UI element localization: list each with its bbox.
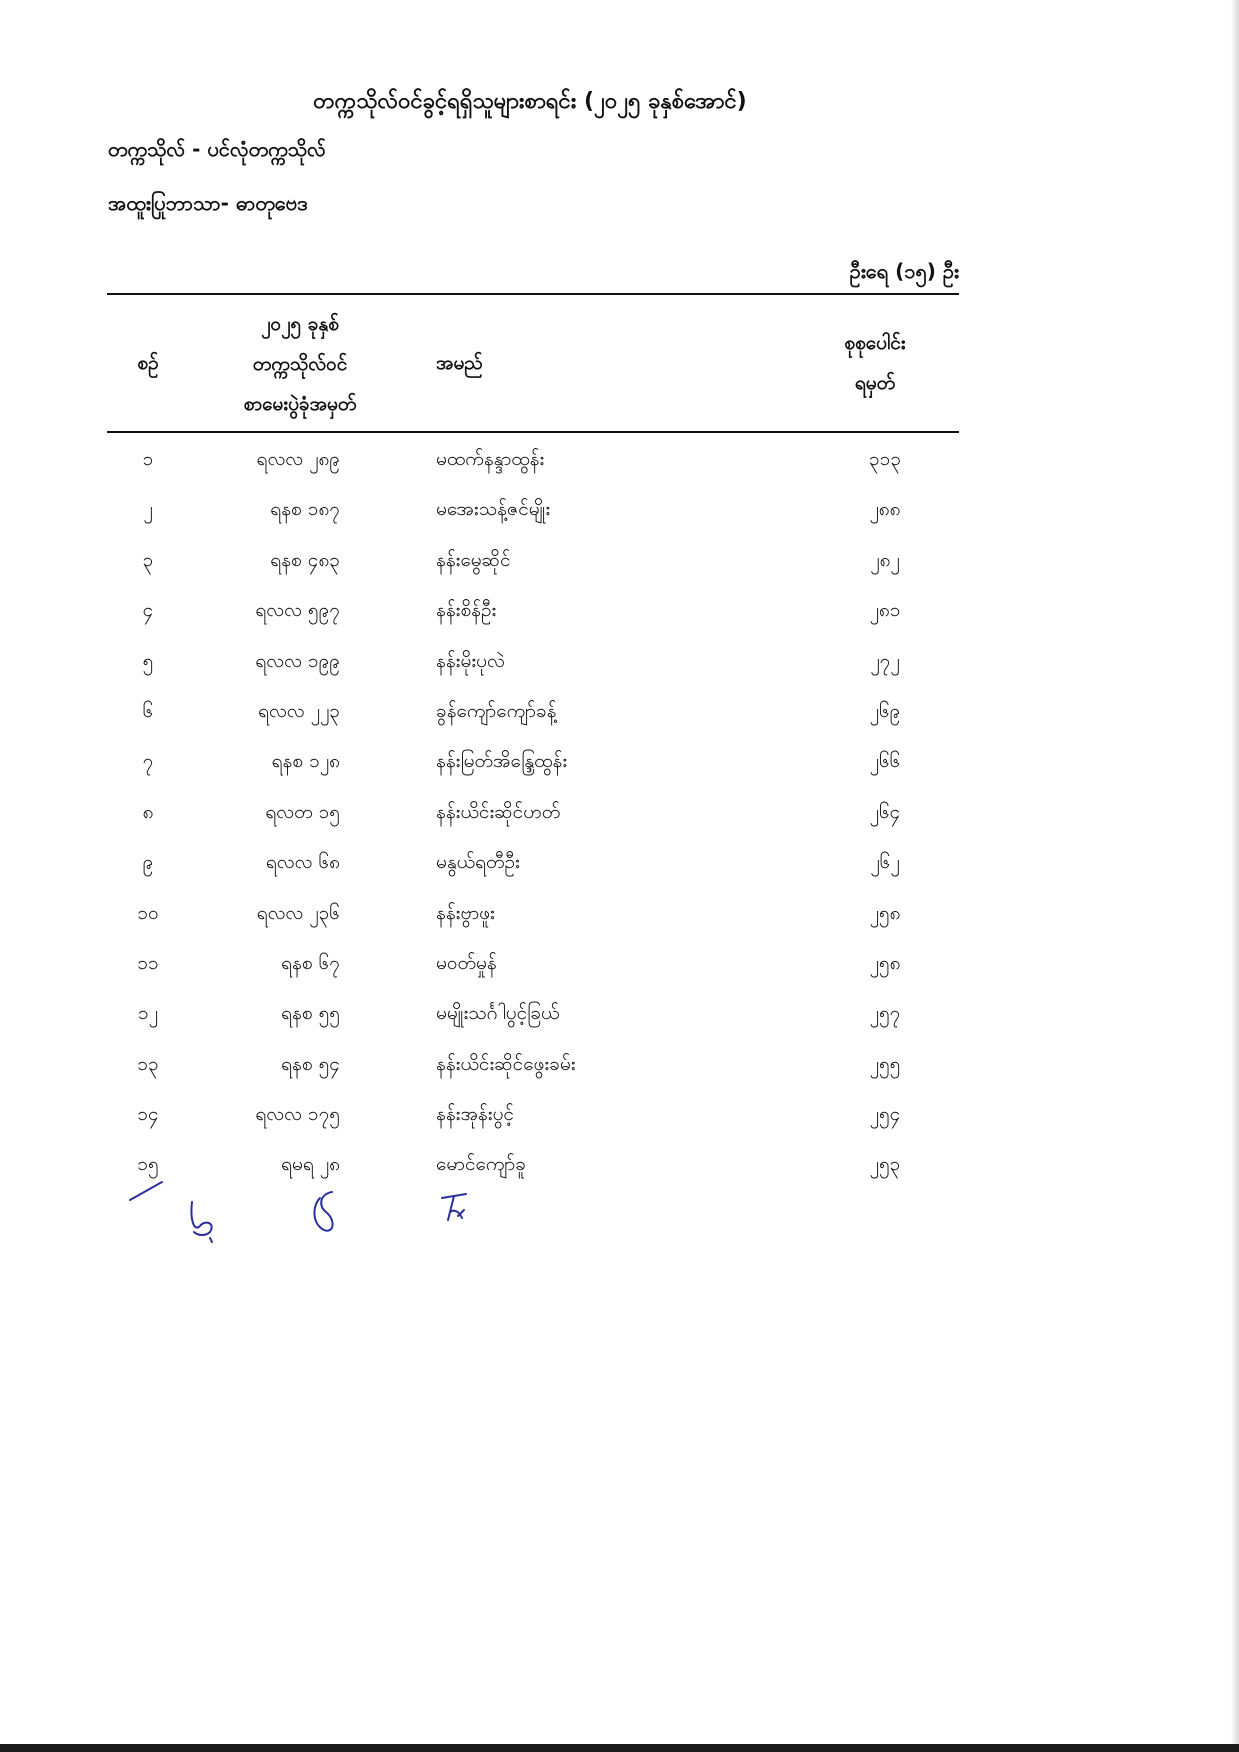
cell-name: နန်းအုန်းပွင့် <box>436 1103 514 1126</box>
header-serial-no: စဉ် <box>137 352 159 374</box>
university-line: တက္ကသိုလ် - ပင်လုံတက္ကသိုလ် <box>108 137 326 161</box>
cell-roll-number: ရနစ ၅၄ <box>281 1052 340 1075</box>
cell-total-marks: ၂၅၄ <box>869 1103 901 1126</box>
cell-roll-number: ရလလ ၂၂၃ <box>258 699 340 722</box>
cell-serial-no: ၈ <box>142 800 154 823</box>
cell-serial-no: ၁၂ <box>137 1002 159 1025</box>
cell-roll-number: ရမရ ၂၈ <box>281 1153 340 1176</box>
cell-serial-no: ၅ <box>142 649 154 672</box>
table-body <box>0 440 1060 1196</box>
cell-name: မနွယ်ရတီဦး <box>436 851 520 874</box>
header-reg-line-2: တက္ကသိုလ်ဝင် <box>252 353 348 375</box>
cell-name: ခွန်ကျော်ကျော်ခန့် <box>436 699 557 722</box>
table-top-rule <box>107 293 959 295</box>
cell-name: မထက်နန္ဒာထွန်း <box>436 448 545 470</box>
table-row <box>0 440 1060 490</box>
cell-roll-number: ရနစ ၄၈၃ <box>270 548 340 571</box>
cell-name: နန်းမိုးပုလဲ <box>436 649 505 672</box>
cell-roll-number: ရနစ ၁၂၈ <box>271 750 340 773</box>
specialty-line: အထူးပြုဘာသာ- ဓာတုဗေဒ <box>108 191 308 215</box>
cell-roll-number: ရနစ ၆၇ <box>281 951 340 974</box>
initial-mark-slash <box>130 1182 162 1200</box>
initial-mark-three <box>442 1194 466 1220</box>
cell-serial-no: ၆ <box>142 699 154 722</box>
cell-serial-no: ၁၁ <box>137 951 159 974</box>
scan-edge-shadow <box>1231 0 1239 1752</box>
cell-total-marks: ၂၆၆ <box>869 750 901 773</box>
table-row <box>0 894 1060 944</box>
header-reg-line-3: စာမေးပွဲခုံအမှတ် <box>243 393 357 415</box>
header-exam-roll-number <box>210 304 390 424</box>
cell-total-marks: ၂၆၉ <box>869 699 901 722</box>
cell-roll-number: ရနစ ၁၈၇ <box>270 498 340 521</box>
page-title: တက္ကသိုလ်ဝင်ခွင့်ရရှိသူများစာရင်း (၂၀၂၅ ခုနှစ်အောင်) <box>313 89 747 114</box>
cell-serial-no: ၄ <box>142 599 154 622</box>
cell-serial-no: ၁၀ <box>137 901 159 924</box>
cell-name: နန်းမွေဆိုင် <box>436 548 511 571</box>
cell-total-marks: ၂၅၅ <box>869 1052 901 1075</box>
cell-roll-number: ရလလ ၂၈၉ <box>256 448 340 470</box>
cell-serial-no: ၂ <box>143 498 153 521</box>
table-row <box>0 742 1060 792</box>
cell-roll-number: ရလလ ၁၉၉ <box>255 649 340 672</box>
cell-total-marks: ၂၈၁ <box>869 599 901 622</box>
table-row <box>0 944 1060 994</box>
cell-serial-no: ၁ <box>142 448 154 470</box>
table-row <box>0 591 1060 641</box>
cell-total-marks: ၂၅၈ <box>869 951 901 974</box>
cell-roll-number: ရလလ ၅၉၇ <box>255 599 340 622</box>
cell-name: မအေးသန့်ဇင်မျိုး <box>436 498 551 521</box>
initial-mark-one <box>191 1202 212 1242</box>
cell-serial-no: ၉ <box>142 851 154 874</box>
header-total-line-1: စုစုပေါင်း <box>844 332 906 354</box>
cell-total-marks: ၂၅၈ <box>869 901 901 924</box>
cell-name: မမျိုးသင်္ဂါပွင့်ခြယ် <box>436 1002 560 1025</box>
cell-roll-number: ရလတ ၁၅ <box>265 800 340 823</box>
cell-total-marks: ၂၅၃ <box>869 1153 901 1176</box>
table-row <box>0 1095 1060 1145</box>
table-row <box>0 541 1060 591</box>
header-total-marks <box>790 323 960 403</box>
cell-total-marks: ၂၆၂ <box>870 851 900 874</box>
table-row <box>0 1045 1060 1095</box>
cell-total-marks: ၂၇၂ <box>870 649 900 672</box>
cell-roll-number: ရလလ ၁၇၅ <box>255 1103 340 1126</box>
cell-serial-no: ၇ <box>142 750 154 773</box>
header-name: အမည် <box>436 352 483 374</box>
cell-name: နန်းဗွာဖူး <box>436 901 495 924</box>
initial-mark-two <box>314 1192 332 1231</box>
cell-total-marks: ၂၈၈ <box>869 498 901 521</box>
table-row <box>0 490 1060 540</box>
cell-name: မဝတ်မှုန် <box>436 951 497 974</box>
cell-name: နန်းစိန်ဦး <box>436 599 497 622</box>
header-reg-line-1: ၂၀၂၅ ခုနှစ် <box>261 313 339 335</box>
table-row <box>0 994 1060 1044</box>
cell-total-marks: ၃၁၃ <box>868 448 902 470</box>
cell-serial-no: ၁၃ <box>137 1052 159 1075</box>
cell-roll-number: ရလလ ၂၃၆ <box>256 901 340 924</box>
scan-bottom-edge <box>0 1744 1239 1752</box>
table-row <box>0 793 1060 843</box>
cell-serial-no: ၃ <box>142 548 154 571</box>
cell-name: နန်းယိင်းဆိုင်ဖွေးခမ်း <box>436 1052 576 1075</box>
cell-name: မောင်ကျော်ခူ <box>436 1153 526 1176</box>
cell-roll-number: ရလလ ၆၈ <box>265 851 340 874</box>
cell-total-marks: ၂၅၇ <box>869 1002 901 1025</box>
cell-name: နန်းယိင်းဆိုင်ဟတ် <box>436 800 561 823</box>
table-header-rule <box>107 431 959 433</box>
cell-name: နန်းမြတ်အိန္ဒြေထွန်း <box>436 750 568 773</box>
headcount-label: ဦးရေ (၁၅) ဦး <box>849 259 959 283</box>
table-row <box>0 642 1060 692</box>
table-row <box>0 692 1060 742</box>
cell-total-marks: ၂၈၂ <box>870 548 900 571</box>
cell-total-marks: ၂၆၄ <box>869 800 901 823</box>
cell-roll-number: ရနစ ၅၅ <box>281 1002 340 1025</box>
header-total-line-2: ရမှတ် <box>854 372 896 394</box>
cell-serial-no: ၁၄ <box>137 1103 159 1126</box>
table-row <box>0 843 1060 893</box>
cell-serial-no: ၁၅ <box>137 1153 159 1176</box>
signature-initials <box>120 1180 520 1250</box>
